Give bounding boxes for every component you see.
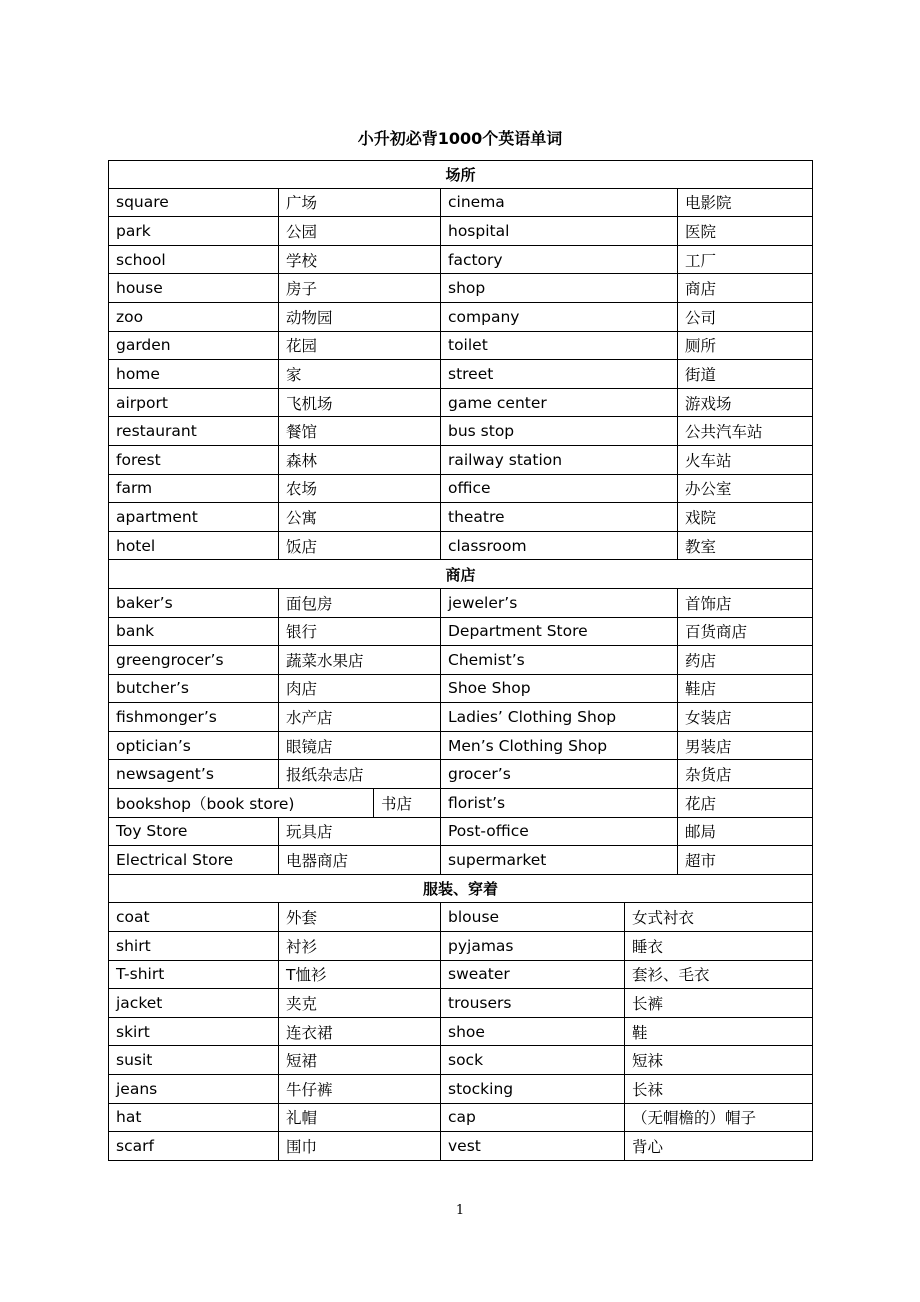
english-word: butcher’s [116, 679, 189, 698]
english-word: fishmonger’s [116, 708, 217, 727]
english-word: baker’s [116, 593, 173, 612]
english-word: theatre [440, 503, 677, 531]
chinese-meaning: 睡衣 [624, 932, 812, 960]
page-title: 小升初必背1000个英语单词 [357, 129, 563, 148]
chinese-meaning: 短裙 [278, 1046, 440, 1074]
chinese-meaning: 学校 [278, 246, 440, 274]
chinese-meaning: 礼帽 [278, 1104, 440, 1132]
vocabulary-table [108, 160, 813, 1161]
english-word: house [116, 279, 163, 298]
chinese-meaning: 戏院 [677, 503, 812, 531]
english-word: apartment [116, 507, 198, 526]
chinese-meaning: 背心 [624, 1132, 812, 1160]
chinese-meaning: 农场 [278, 475, 440, 503]
english-word: restaurant [116, 422, 197, 441]
english-word: airport [116, 393, 168, 412]
english-word: susit [116, 1051, 153, 1070]
chinese-meaning: 公共汽车站 [677, 417, 812, 445]
chinese-meaning: 套衫、毛衣 [624, 961, 812, 989]
english-word: office [440, 475, 677, 503]
english-word: Ladies’ Clothing Shop [440, 703, 677, 731]
chinese-meaning: 衬衫 [278, 932, 440, 960]
chinese-meaning: 广场 [278, 189, 440, 217]
english-word: shop [440, 274, 677, 302]
chinese-meaning: 蔬菜水果店 [278, 646, 440, 674]
chinese-meaning: 水产店 [278, 703, 440, 731]
chinese-meaning: 电影院 [677, 189, 812, 217]
english-word: garden [116, 336, 171, 355]
chinese-meaning: 商店 [677, 274, 812, 302]
table-row [108, 475, 813, 504]
english-word: game center [440, 389, 677, 417]
table-row [108, 1075, 813, 1104]
section-heading: 服装、穿着 [108, 875, 813, 904]
chinese-meaning: 家 [278, 360, 440, 388]
chinese-meaning: 银行 [278, 618, 440, 646]
chinese-meaning: 餐馆 [278, 417, 440, 445]
english-word: newsagent’s [116, 765, 214, 784]
chinese-meaning: 玩具店 [278, 818, 440, 846]
chinese-meaning: 工厂 [677, 246, 812, 274]
chinese-meaning: 游戏场 [677, 389, 812, 417]
chinese-meaning: 夹克 [278, 989, 440, 1017]
english-word: jeweler’s [440, 589, 677, 617]
english-word: optician’s [116, 736, 191, 755]
english-word: blouse [440, 903, 624, 931]
english-word: zoo [116, 307, 144, 326]
table-row [108, 360, 813, 389]
english-word: Department Store [440, 618, 677, 646]
english-word: sock [440, 1046, 624, 1074]
english-word: bank [116, 622, 155, 641]
english-word: vest [440, 1132, 624, 1160]
chinese-meaning: 街道 [677, 360, 812, 388]
chinese-meaning: 首饰店 [677, 589, 812, 617]
english-word: street [440, 360, 677, 388]
english-word: Post-office [440, 818, 677, 846]
chinese-meaning: 女式衬衣 [624, 903, 812, 931]
table-row [108, 274, 813, 303]
english-word: Toy Store [116, 822, 188, 841]
english-word: Men’s Clothing Shop [440, 732, 677, 760]
english-word: farm [116, 479, 153, 498]
english-word: factory [440, 246, 677, 274]
english-word: Electrical Store [116, 851, 234, 870]
english-word: classroom [440, 532, 677, 560]
chinese-meaning: T恤衫 [278, 961, 440, 989]
english-word: grocer’s [440, 760, 677, 788]
english-word: jacket [116, 994, 163, 1013]
table-row [108, 989, 813, 1018]
english-word: supermarket [440, 846, 677, 874]
english-word: scarf [116, 1136, 154, 1155]
chinese-meaning: 鞋店 [677, 675, 812, 703]
chinese-meaning: 鞋 [624, 1018, 812, 1046]
english-word: stocking [440, 1075, 624, 1103]
english-word: bookshop（book store) [116, 794, 295, 813]
english-word: bus stop [440, 417, 677, 445]
english-word: hospital [440, 217, 677, 245]
english-word: skirt [116, 1022, 150, 1041]
english-word: company [440, 303, 677, 331]
table-row [108, 932, 813, 961]
table-row [108, 1046, 813, 1075]
chinese-meaning: 书店 [373, 789, 440, 817]
section-heading: 商店 [108, 560, 813, 589]
chinese-meaning: 公司 [677, 303, 812, 331]
table-row [108, 703, 813, 732]
table-row [108, 246, 813, 275]
english-word: cinema [440, 189, 677, 217]
chinese-meaning: 医院 [677, 217, 812, 245]
chinese-meaning: 办公室 [677, 475, 812, 503]
table-row [108, 189, 813, 218]
chinese-meaning: 房子 [278, 274, 440, 302]
table-row [108, 1104, 813, 1133]
chinese-meaning: 电器商店 [278, 846, 440, 874]
table-row [108, 303, 813, 332]
table-row [108, 217, 813, 246]
english-word: toilet [440, 332, 677, 360]
table-row [108, 503, 813, 532]
section-heading: 场所 [108, 160, 813, 189]
chinese-meaning: 女装店 [677, 703, 812, 731]
chinese-meaning: 长裤 [624, 989, 812, 1017]
english-word: Shoe Shop [440, 675, 677, 703]
table-row [108, 1132, 813, 1161]
page-number: 1 [455, 1203, 465, 1218]
table-row [108, 818, 813, 847]
chinese-meaning: 连衣裙 [278, 1018, 440, 1046]
chinese-meaning: 牛仔裤 [278, 1075, 440, 1103]
chinese-meaning: 森林 [278, 446, 440, 474]
english-word: pyjamas [440, 932, 624, 960]
table-row [108, 532, 813, 561]
chinese-meaning: 长袜 [624, 1075, 812, 1103]
english-word: home [116, 364, 160, 383]
chinese-meaning: 公园 [278, 217, 440, 245]
table-row [108, 760, 813, 789]
chinese-meaning: 厕所 [677, 332, 812, 360]
table-row [108, 446, 813, 475]
chinese-meaning: 超市 [677, 846, 812, 874]
chinese-meaning: （无帽檐的）帽子 [624, 1104, 812, 1132]
english-word: hat [116, 1108, 142, 1127]
chinese-meaning: 公寓 [278, 503, 440, 531]
chinese-meaning: 男装店 [677, 732, 812, 760]
english-word: coat [116, 908, 150, 927]
english-word: school [116, 250, 166, 269]
chinese-meaning: 眼镜店 [278, 732, 440, 760]
chinese-meaning: 外套 [278, 903, 440, 931]
table-row [108, 332, 813, 361]
chinese-meaning: 火车站 [677, 446, 812, 474]
table-row [108, 1018, 813, 1047]
chinese-meaning: 教室 [677, 532, 812, 560]
english-word: cap [440, 1104, 624, 1132]
chinese-meaning: 动物园 [278, 303, 440, 331]
english-word: Chemist’s [440, 646, 677, 674]
english-word: railway station [440, 446, 677, 474]
english-word: trousers [440, 989, 624, 1017]
chinese-meaning: 飞机场 [278, 389, 440, 417]
table-row [108, 389, 813, 418]
table-row [108, 732, 813, 761]
chinese-meaning: 百货商店 [677, 618, 812, 646]
chinese-meaning: 花店 [677, 789, 812, 817]
chinese-meaning: 报纸杂志店 [278, 760, 440, 788]
table-row [108, 417, 813, 446]
english-word: shoe [440, 1018, 624, 1046]
chinese-meaning: 面包房 [278, 589, 440, 617]
chinese-meaning: 短袜 [624, 1046, 812, 1074]
english-word: sweater [440, 961, 624, 989]
table-row [108, 903, 813, 932]
table-row [108, 846, 813, 875]
chinese-meaning: 邮局 [677, 818, 812, 846]
english-word: T-shirt [116, 965, 165, 984]
chinese-meaning: 花园 [278, 332, 440, 360]
english-word: jeans [116, 1079, 158, 1098]
table-row [108, 618, 813, 647]
chinese-meaning: 肉店 [278, 675, 440, 703]
table-row [108, 961, 813, 990]
chinese-meaning: 饭店 [278, 532, 440, 560]
english-word: hotel [116, 536, 156, 555]
chinese-meaning: 药店 [677, 646, 812, 674]
english-word: florist’s [440, 789, 677, 817]
table-row [108, 589, 813, 618]
chinese-meaning: 杂货店 [677, 760, 812, 788]
english-word: shirt [116, 936, 151, 955]
chinese-meaning: 围巾 [278, 1132, 440, 1160]
english-word: greengrocer’s [116, 650, 224, 669]
english-word: forest [116, 450, 161, 469]
table-row [108, 789, 813, 818]
table-row [108, 675, 813, 704]
english-word: square [116, 193, 169, 212]
english-word: park [116, 221, 151, 240]
table-row [108, 646, 813, 675]
